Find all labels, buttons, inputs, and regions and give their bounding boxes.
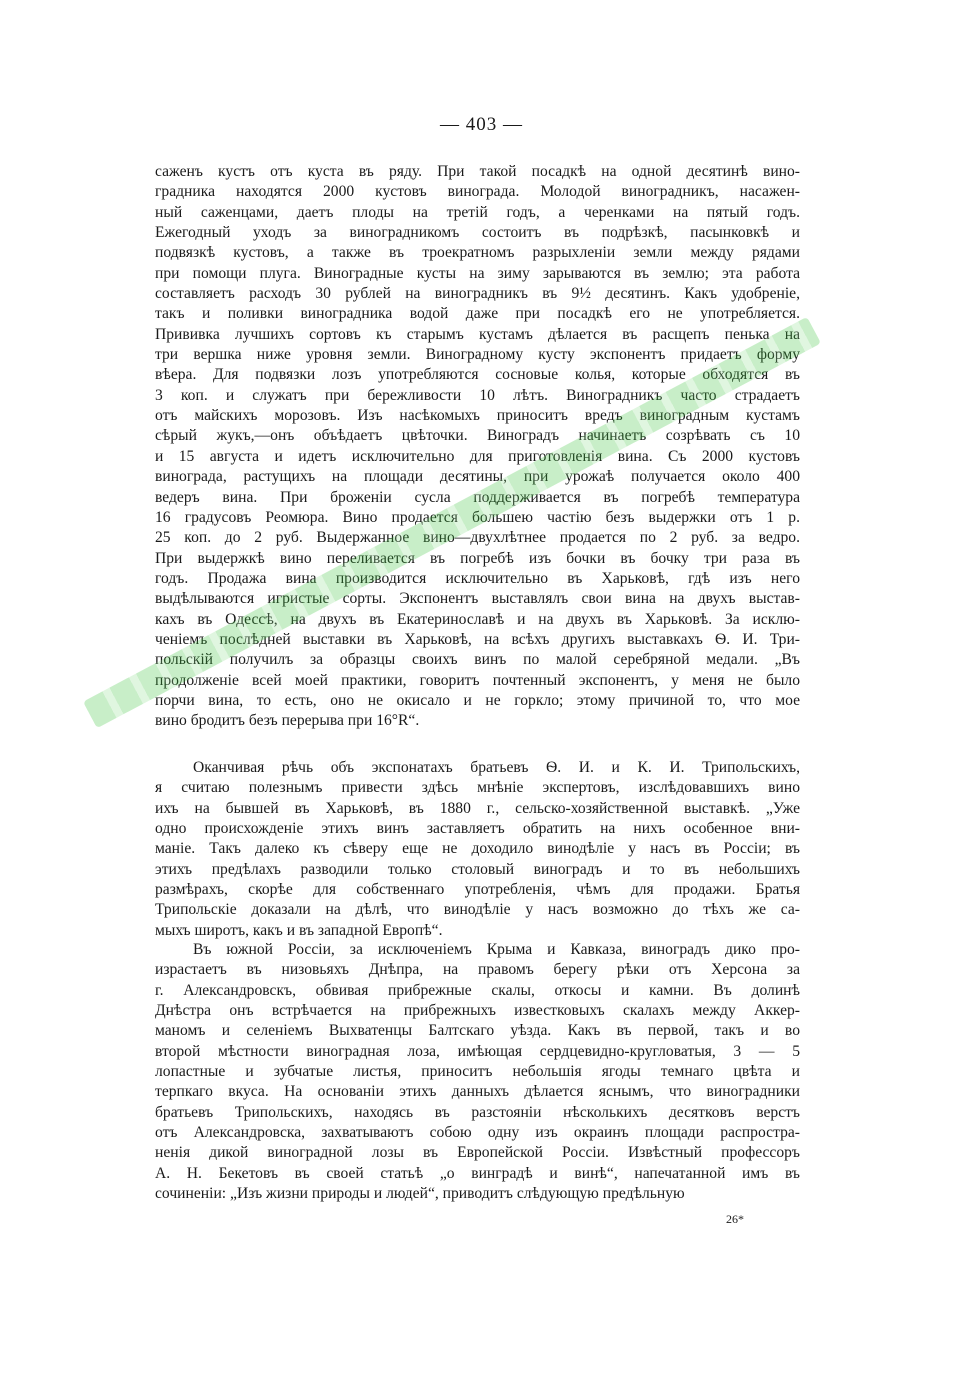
text-line: мыхъ широтъ, какъ и въ западной Европѣ“. — [155, 921, 443, 939]
text-line: польскій получилъ за образцы своихъ винъ по малой серебряной медали. „Въ — [155, 651, 800, 669]
text-line: израстаетъ въ низовьяхъ Днѣпра, на правомъ берегу рѣки отъ Херсона за — [155, 961, 800, 979]
paragraph-2 — [155, 758, 800, 941]
text-line: братьевъ Трипольскихъ, находясь въ разстояніи нѣсколькихъ десятковъ верстъ — [155, 1103, 800, 1121]
text-line: г. Александровскъ, обвивая прибрежные скалы, откосы и камни. Въ долинѣ — [155, 981, 800, 999]
text-line: ведеръ вина. При броженіи сусла поддерживается въ погребѣ температура — [155, 488, 800, 506]
text-line: ихъ на бывшей въ Харьковѣ, въ 1880 г., сельско-хозяйственной выставкѣ. „Уже — [155, 799, 800, 817]
text-line: сѣрый жукъ,—онъ объѣдаетъ цвѣточки. Виноградъ начинаетъ созрѣвать съ 10 — [155, 427, 800, 445]
text-line: 3 коп. и служатъ при бережливости 10 лѣтъ. Виноградникъ часто страдаетъ — [155, 386, 800, 404]
text-line: Въ южной Россіи, за исключеніемъ Крыма и Кавказа, виноградъ дико про- — [193, 941, 800, 958]
text-line: маніе. Такъ далеко къ сѣверу еще не доходило винодѣліе у насъ въ Россіи; въ — [155, 840, 800, 858]
text-line: лопастные и зубчатые листья, приноситъ небольшія ягоды темнаго цвѣта и — [155, 1063, 800, 1081]
text-line: отъ Александровска, захватываютъ собою одну изъ окраинъ площади распростра- — [155, 1124, 800, 1142]
text-line: кахъ въ Одессѣ, на двухъ въ Екатеринославѣ и на двухъ въ Харьковѣ. За исклю- — [155, 610, 800, 628]
text-line: размѣрахъ, скорѣе для собственнаго употребленія, чѣмъ для продажи. Братья — [155, 881, 800, 899]
text-line: Днѣстра онъ встрѣчается на прибрежныхъ известковыхъ скалахъ между Аккер- — [155, 1002, 800, 1020]
text-line: 16 градусовъ Реомюра. Вино продается большею частію безъ выдержки отъ 1 р. — [155, 508, 800, 526]
text-line: 25 коп. до 2 руб. Выдержанное вино—двухлѣтнее продается по 2 руб. за ведро. — [155, 529, 800, 547]
text-line: винограда, растущихъ на площади десятины, при урожаѣ получается около 400 — [155, 468, 800, 486]
text-line: составляетъ расходъ 30 рублей на виноградникъ въ 9½ десятинъ. Какъ удобреніе, — [155, 285, 800, 303]
text-line: вино бродитъ безъ перерыва при 16°R“. — [155, 712, 420, 730]
text-line: Ежегодный уходъ за виноградникомъ состоитъ въ подрѣзкѣ, пасынковкѣ и — [155, 224, 800, 242]
text-line: ный саженцами, даетъ плоды на третій годъ, а черенками на пятый годъ. — [155, 203, 800, 221]
text-line: выдѣлываются игристые сорты. Экспонентъ выставлялъ свои вина на двухъ выстав- — [155, 590, 800, 608]
text-line: саженъ кустъ отъ куста въ ряду. При такой посадкѣ на одной десятинѣ вино- — [155, 163, 800, 180]
text-line: Трипольскіе доказали на дѣлѣ, что винодѣліе у насъ возможно до тѣхъ же са- — [155, 901, 800, 919]
text-line: ненія дикой виноградной лозы въ Европейской Россіи. Извѣстный профессоръ — [155, 1144, 800, 1162]
text-line: Прививка лучшихъ сортовъ къ старымъ кустамъ дѣлается въ расщепъ пенька на — [155, 325, 800, 343]
text-line: градника находятся 2000 кустовъ винограда. Молодой виноградникъ, насажен- — [155, 183, 800, 201]
text-line: и 15 августа и идетъ исключительно для приготовленія вина. Съ 2000 кустовъ — [155, 447, 800, 465]
signature-mark: 26* — [726, 1212, 744, 1226]
text-line: А. Н. Бекетовъ въ своей статьѣ „о винградѣ и винѣ“, напечатанной имъ въ — [155, 1164, 800, 1182]
text-line: при помощи плуга. Виноградные кусты на зиму зарываются въ землю; эта работа — [155, 264, 800, 282]
text-line: При выдержкѣ вино переливается въ погребѣ изъ бочки въ бочку три раза въ — [155, 549, 800, 567]
text-line: одно происхожденіе этихъ винъ заставляетъ обратить на нихъ особенное вни- — [155, 820, 800, 838]
text-line: подвязкѣ кустовъ, а также въ троекратномъ разрыхленіи земли между рядами — [155, 244, 800, 262]
text-line: терпкаго вкуса. На основаніи этихъ данныхъ дѣлается яснымъ, что виноградники — [155, 1083, 800, 1101]
text-line: сочиненіи: „Изъ жизни природы и людей“, приводитъ слѣдующую предѣльную — [155, 1185, 685, 1203]
text-line: такъ и поливки виноградника водой даже при посадкѣ его не употребляется. — [155, 305, 800, 323]
text-line: порчи вина, то есть, оно не окисало и не горкло; этому причиной то, что мое — [155, 691, 800, 709]
text-line: вѣера. Для подвязки лозъ употребляются сосновые колья, которые обходятся въ — [155, 366, 800, 384]
text-line: второй мѣстности виноградная лоза, имѣющая сердцевидно-кругловатыя, 3 — 5 — [155, 1042, 800, 1060]
text-line: маномъ и селеніемъ Выхватенцы Балтскаго уѣзда. Какъ въ первой, такъ и во — [155, 1022, 800, 1040]
text-line: этихъ предѣлахъ разводили только столовый виноградъ и то въ небольшихъ — [155, 860, 800, 878]
paragraph-3 — [155, 940, 800, 1204]
text-line: ченіемъ послѣдней выставки въ Харьковѣ, на всѣхъ другихъ выставкахъ Ѳ. И. Три- — [155, 630, 800, 648]
text-line: продолженіе всей моей практики, говоритъ почтенный экспонентъ, у меня не было — [155, 671, 800, 689]
text-line: три вершка ниже уровня земли. Виноградному кусту экспонентъ придаетъ форму — [155, 346, 800, 364]
text-line: я считаю полезнымъ привести здѣсь мнѣніе экспертовъ, изслѣдовавшихъ вино — [155, 779, 800, 797]
text-line: годъ. Продажа вина производится исключительно въ Харьковѣ, гдѣ изъ него — [155, 569, 800, 587]
text-line: отъ майскихъ морозовъ. Изъ насѣкомыхъ приноситъ вредъ виноградным кустамъ — [155, 407, 800, 425]
page-number: — 403 — — [440, 114, 523, 135]
paragraph-1 — [155, 162, 800, 732]
text-line: Оканчивая рѣчь объ экспонатахъ братьевъ Ѳ. И. и К. И. Трипольскихъ, — [193, 759, 800, 776]
